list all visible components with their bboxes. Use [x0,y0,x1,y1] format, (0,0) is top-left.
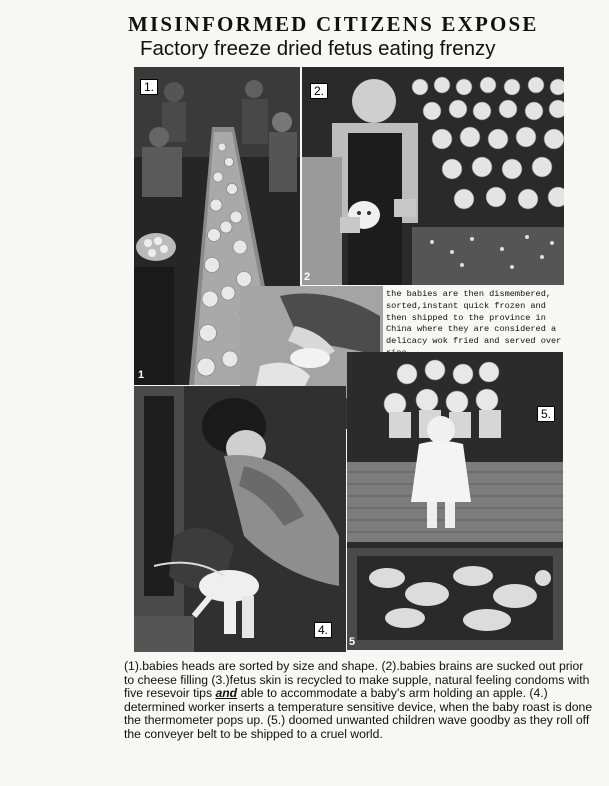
caption-underlined-word: and [215,686,238,701]
photo-2-label: 2. [310,83,328,99]
caption-text-part-1: (1).babies heads are sorted by size and shape. (2).babies brains are sucked out prior to cheese filling (3.)fetus skin is recycled to make supple, natural feeling condoms with five resevoir tips [124,659,590,701]
photo-5-corner-number: 5 [349,636,356,648]
handwritten-note: the babies are then dismembered, sorted,instant quick frozen and then shipped to the province in China where they are considered a delicacy wok fried and served over [386,289,562,347]
photo-4-worker-inserting-device [134,386,346,652]
photo-2-illustration [302,67,564,285]
photo-1-label: 1. [140,79,158,95]
photo-2-corner-number: 2 [304,271,311,283]
photo-4-illustration [134,386,346,652]
headline: MISINFORMED CITIZENS EXPOSE [128,12,539,36]
photo-2-worker-with-head [302,67,564,285]
photo-5-illustration [347,352,563,650]
photo-5-dolls-on-conveyor [347,352,563,650]
photo-5-label: 5. [537,406,555,422]
caption-text-part-2: able to accommodate a baby's arm holding an apple. (4.) determined worker inserts a temperature sensitive device, when the baby roast is done the thermometer pops up. (5.) doomed unwanted children wave goodby as they roll off the conveyer belt to be shipped to a cruel world. [124,686,593,741]
photo-1-corner-number: 1 [138,369,145,381]
photo-4-label: 4. [314,622,332,638]
caption-paragraph [124,660,594,742]
caption-block [124,660,594,742]
subheadline: Factory freeze dried fetus eating frenzy [140,37,496,60]
